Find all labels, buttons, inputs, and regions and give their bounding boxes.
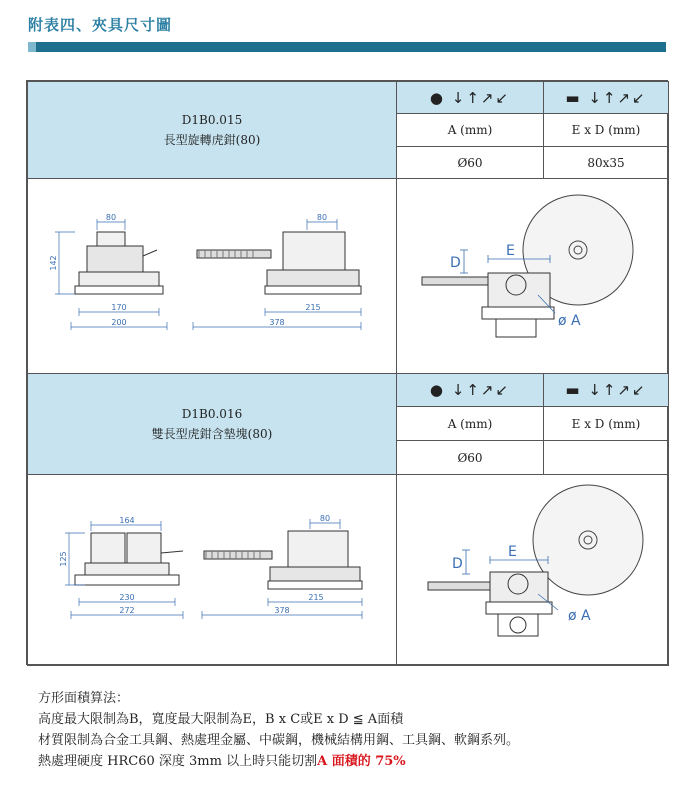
round-workpiece-header: ● ↓↑↗↙ <box>396 81 544 114</box>
fixture-code: D1B0.016 <box>181 407 243 421</box>
notes-highlight: A 面積的 75% <box>317 754 406 769</box>
label-a: ø A <box>558 313 581 329</box>
dim-height: 125 <box>59 551 68 567</box>
dim-height: 142 <box>49 255 58 271</box>
title-bar <box>28 42 666 52</box>
fixture-name: 長型旋轉虎鉗(80) <box>163 133 261 147</box>
dim-side-outer: 378 <box>269 318 285 327</box>
vise-side-view <box>185 210 370 335</box>
round-workpiece-header: ● ↓↑↗↙ <box>396 373 544 407</box>
label-d: D <box>450 255 461 271</box>
notes-line-1: 高度最大限制為B，寬度最大限制為E，B x C或E x D ≦ A面積 <box>38 712 404 727</box>
cutting-capacity-diagram <box>410 185 660 355</box>
dim-base-outer: 200 <box>111 318 127 327</box>
dim-top-width: 164 <box>119 516 135 525</box>
value-a: Ø60 <box>396 440 544 475</box>
label-d: D <box>452 556 463 572</box>
notes-line-2: 材質限制為合金工具鋼、熱處理金屬、中碳鋼，機械結構用鋼、工具鋼、軟鋼系列。 <box>38 733 520 748</box>
dim-side-top: 80 <box>319 514 331 523</box>
dim-side-outer: 378 <box>274 606 290 615</box>
label-a: ø A <box>568 608 591 624</box>
dim-side-inner: 215 <box>305 303 321 312</box>
dim-side-top: 80 <box>316 213 328 222</box>
fixture-name-cell <box>27 81 397 179</box>
area-notes <box>38 688 519 772</box>
value-a: Ø60 <box>396 146 544 179</box>
col-exd-header: E x D (mm) <box>543 113 669 147</box>
dim-base-inner: 230 <box>119 593 135 602</box>
col-exd-header: E x D (mm) <box>543 406 669 441</box>
notes-line-3-text: 熱處理硬度 HRC60 深度 3mm 以上時只能切割 <box>38 754 318 769</box>
notes-heading: 方形面積算法： <box>38 691 130 706</box>
fixture-name: 雙長型虎鉗含墊塊(80) <box>151 427 273 441</box>
fixture-code: D1B0.015 <box>181 113 243 127</box>
page-title: 附表四、夾具尺寸圖 <box>28 16 173 34</box>
dim-base-inner: 170 <box>111 303 127 312</box>
value-exd: 80x35 <box>543 146 669 179</box>
dim-top-width: 80 <box>105 213 117 222</box>
notes-line-3 <box>38 751 519 772</box>
col-a-header: A (mm) <box>396 406 544 441</box>
vise-side-view <box>198 505 370 625</box>
dim-side-inner: 215 <box>308 593 324 602</box>
vise-front-view <box>45 210 185 335</box>
fixture-name-cell <box>27 373 397 475</box>
double-vise-front-view <box>45 505 195 625</box>
value-exd <box>543 440 669 475</box>
dim-base-outer: 272 <box>119 606 135 615</box>
cutting-capacity-diagram <box>410 482 660 652</box>
label-e: E <box>506 243 515 259</box>
col-a-header: A (mm) <box>396 113 544 147</box>
title-bar-accent <box>28 42 36 52</box>
rect-workpiece-header: ▬ ↓↑↗↙ <box>543 373 669 407</box>
label-e: E <box>508 544 517 560</box>
rect-workpiece-header: ▬ ↓↑↗↙ <box>543 81 669 114</box>
